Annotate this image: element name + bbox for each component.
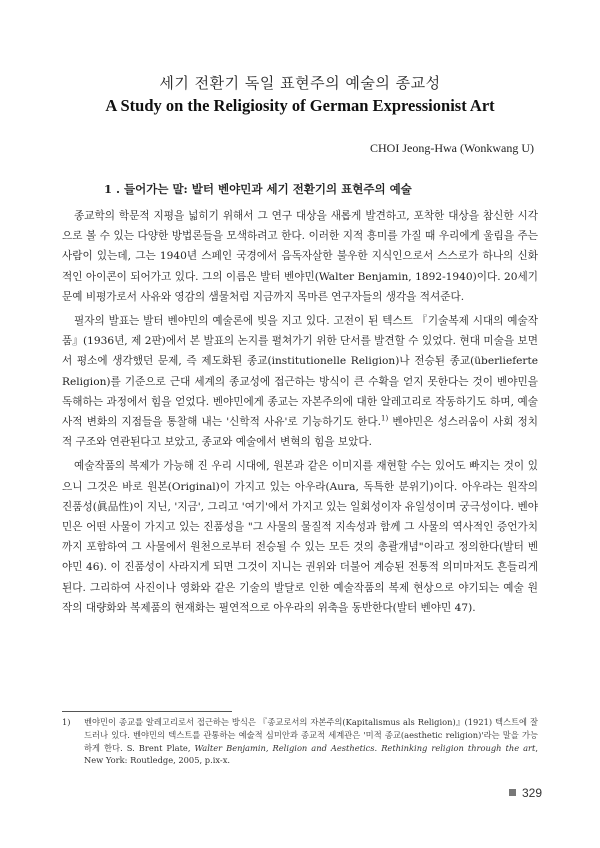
section-heading: 1 . 들어가는 말: 발터 벤야민과 세기 전환기의 표현주의 예술 <box>104 182 412 196</box>
square-bullet-icon <box>509 789 516 796</box>
footnote-divider <box>62 711 232 712</box>
page-number-value: 329 <box>521 786 542 800</box>
paragraph-2-tail: 벤야민은 성스러움이 사회 정치적 구조와 연관된다고 보았고, 종교와 예술에서 변혁의 힘을 보았다. <box>62 416 538 449</box>
body-text <box>62 206 538 622</box>
page-number <box>509 786 542 800</box>
footnote-text-b: , New York: Routledge, 2005, p.ix-x. <box>84 742 539 766</box>
paragraph-1: 종교학의 학문적 지평을 넓히기 위해서 그 연구 대상을 새롭게 발견하고, 포착한 대상을 참신한 시각으로 볼 수 있는 다양한 방법론들을 모색하려고 한다. 이러한 지적 흥미를 가질 때 우리에게 울림을 주는 사람이 있는데, 그는 1940년 스페인 국경에서 음독자살한 불우한 지식인으로서 스스로가 하나의 신화적인 아이콘이 되어가고 있다. 그의 이름은 발터 벤야민(Walter Benjamin, 1892-1940)이다. 20세기 문예 비평가로서 사유와 영감의 샘물처럼 지금까지 목마른 연구자들의 생각을 적셔준다. <box>62 210 538 303</box>
paragraph-3: 예술작품의 복제가 가능해 진 우리 시대에, 원본과 같은 이미지를 재현할 수는 있어도 빠지는 것이 있으니 그것은 바로 원본(Original)이 가지고 있는 아우라(Aura, 독특한 분위기)이다. 아우라는 원작의 진품성(眞品性)이 지닌, '지금', 그리고 '여기'에서 가지고 있는 일회성이자 유일성이며 궁극성이다. 벤야민은 어떤 사물이 가지고 있는 진품성을 "그 사물의 물질적 지속성과 함께 그 사물의 역사적인 증언가치까지 포함하여 그 사물에서 원천으로부터 전승될 수 있는 모든 것의 총괄개념"이라고 정의한다(발터 벤야민 46). 이 진품성이 사라지게 되면 그것이 지니는 권위와 더불어 계승된 전통적 의미마저도 흔들리게 된다. 그리하여 사진이나 영화와 같은 기술의 발달로 인한 예술작품의 복제 현상으로 야기되는 예술 원작의 대량화와 복제품의 현재화는 필연적으로 아우라의 위축을 동반한다(발터 벤야민 47). <box>62 460 538 614</box>
footnote-text-a: 벤야민이 종교를 알레고리로서 접근하는 방식은 『종교로서의 자본주의(Kapitalismus als Religion)』(1921) 텍스트에 잘 드러나 있다. 벤야민의 텍스트를 관통하는 예술적 심미안과 종교적 세계관은 '미적 종교(aesthetic religion)'라는 말을 가능하게 한다. S. Brent Plate, <box>84 717 538 753</box>
paragraph-2-main: 필자의 발표는 발터 벤야민의 예술론에 빚을 지고 있다. 고전이 된 텍스트 『기술복제 시대의 예술작품』(1936년, 제 2판)에서 본 발표의 논지를 펼쳐가기 위한 단서를 발견할 수 있었다. 현대 미술을 보면서 평소에 생각했던 문제, 즉 제도화된 종교(institutionelle Religion)나 전승된 종교(überlieferte Religion)를 기준으로 근대 세계의 종교성에 접근하는 방식이 큰 수확을 얻지 못한다는 것이 벤야민을 독해하는 과정에서 힘을 얻었다. 벤야민에게 종교는 자본주의에 대한 알레고리로 작동하기도 하며, 예술사적 변화의 지점들을 통찰해 내는 '신학적 사유'로 기능하기도 한다. <box>62 315 538 429</box>
paper-title-korean: 세기 전환기 독일 표현주의 예술의 종교성 <box>159 74 441 92</box>
footnote-reference: 1) <box>381 414 389 423</box>
paper-title-english: A Study on the Religiosity of German Expressionist Art <box>105 96 495 115</box>
footnote-number: 1) <box>62 717 71 727</box>
footnote <box>62 716 538 767</box>
author-line: CHOI Jeong-Hwa (Wonkwang U) <box>370 141 534 155</box>
footnote-body <box>84 716 538 767</box>
paragraph-2 <box>62 311 538 452</box>
footnote-book-title: Walter Benjamin, Religion and Aesthetics. Rethinking religion through the art <box>194 742 536 753</box>
